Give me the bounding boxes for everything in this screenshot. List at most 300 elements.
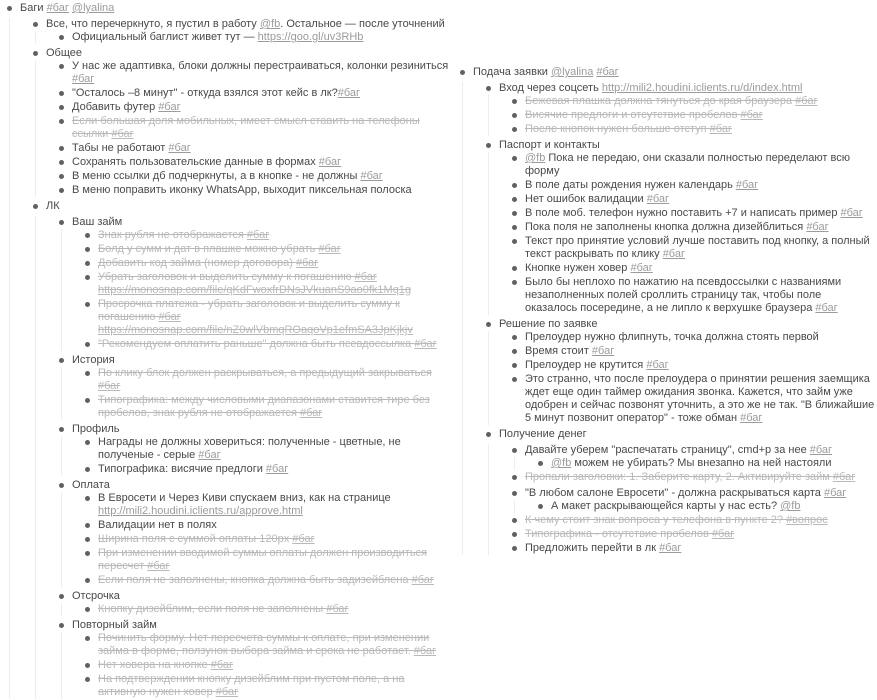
- outline-item: [81, 229, 455, 242]
- tag-link[interactable]: #баг: [210, 659, 234, 671]
- bullet-icon[interactable]: [512, 266, 517, 271]
- text-segment: Официальный баглист живет тут —: [72, 31, 258, 43]
- outline-item: [508, 193, 876, 206]
- tag-link[interactable]: #баг: [662, 248, 685, 260]
- item-text[interactable]: [525, 359, 669, 371]
- text-segment: А макет раскрывающейся карты у нас есть?: [551, 500, 781, 512]
- outline-item-row: [508, 235, 876, 261]
- bullet-icon[interactable]: [33, 204, 38, 209]
- outline-children: [514, 457, 876, 470]
- url-link[interactable]: http://mili2.houdini.iclients.ru/d/index.html: [601, 82, 803, 94]
- item-text[interactable]: [72, 31, 363, 43]
- item-text[interactable]: [98, 257, 318, 269]
- outline-item: [81, 338, 455, 351]
- text-segment: Подача заявки: [473, 66, 551, 78]
- outline-item-row: [81, 436, 455, 462]
- text-segment: "Рекомендуем оплатить раньше" должна быть псевдоссылка: [98, 338, 415, 350]
- bullet-icon[interactable]: [512, 113, 517, 118]
- outline-item: [508, 262, 876, 275]
- outline-item: [55, 101, 455, 114]
- text-segment: Если поля не заполнены, кнопка должна быть задизейблена: [98, 574, 412, 586]
- item-text[interactable]: [46, 47, 82, 59]
- outline-item: [81, 463, 455, 476]
- outline-item: [508, 207, 876, 220]
- text-segment: Прелоудер не крутится: [525, 359, 647, 371]
- bullet-icon[interactable]: [512, 475, 517, 480]
- outline-item: [3, 2, 455, 699]
- bullet-icon[interactable]: [85, 636, 90, 641]
- outline-item: [81, 519, 455, 532]
- bullet-icon[interactable]: [538, 504, 543, 509]
- outline-item-row: [456, 66, 876, 79]
- outline-item-row: [29, 47, 455, 60]
- outline-item: [508, 331, 876, 344]
- outline-item-row: [508, 487, 876, 500]
- item-text[interactable]: [525, 179, 758, 191]
- item-text[interactable]: [72, 170, 383, 182]
- bullet-icon[interactable]: [59, 146, 64, 151]
- bullet-icon[interactable]: [85, 247, 90, 252]
- tag-link[interactable]: #баг: [326, 603, 349, 615]
- tag-link[interactable]: #баг: [823, 487, 847, 499]
- tag-link[interactable]: #баг: [98, 380, 121, 392]
- item-text[interactable]: [551, 500, 800, 512]
- tag-link[interactable]: #баг: [646, 359, 669, 371]
- tag-link[interactable]: #баг: [265, 463, 289, 475]
- text-segment: При изменении вводимой суммы оплаты должен производиться пересчет: [98, 547, 428, 572]
- item-text[interactable]: [72, 590, 120, 602]
- outline-item: [508, 221, 876, 234]
- bullet-icon[interactable]: [59, 35, 64, 40]
- text-segment: После кнопок нужен больше отступ: [525, 123, 710, 135]
- bullet-icon[interactable]: [85, 275, 90, 280]
- bullet-icon[interactable]: [512, 363, 517, 368]
- bullet-icon[interactable]: [85, 261, 90, 266]
- item-text[interactable]: [72, 87, 360, 99]
- text-segment: "Осталось –8 минут" - откуда взялся этот кейс в лк?: [72, 87, 338, 99]
- bullet-icon[interactable]: [59, 358, 64, 363]
- tag-link[interactable]: #баг: [46, 2, 69, 14]
- outline-item-row: [508, 345, 876, 358]
- text-segment: Висячие предлоги и отсутствие пробелов: [525, 109, 741, 121]
- tag-link[interactable]: #баг: [832, 471, 856, 483]
- tag-link[interactable]: #баг: [630, 262, 653, 274]
- outline-item: [508, 345, 876, 358]
- tag-link[interactable]: #баг: [596, 66, 619, 78]
- bullet-icon[interactable]: [85, 677, 90, 682]
- bullet-icon[interactable]: [85, 467, 90, 472]
- text-segment: Убрать заголовок и выделить сумму к погашению: [98, 271, 355, 283]
- outline-children: [488, 152, 876, 315]
- outline-item-row: [55, 31, 455, 44]
- outline-item-row: [482, 82, 876, 95]
- outline-item: [508, 542, 876, 555]
- text-segment: Оплата: [72, 479, 110, 491]
- bullet-icon[interactable]: [512, 448, 517, 453]
- outline-item-row: [508, 471, 876, 484]
- tag-link[interactable]: #баг: [292, 533, 315, 545]
- bullet-icon[interactable]: [486, 432, 491, 437]
- tag-link[interactable]: #баг: [295, 257, 319, 269]
- outline-column-left: [3, 2, 455, 700]
- item-text[interactable]: [525, 331, 819, 343]
- text-segment: Баги: [20, 2, 47, 14]
- text-segment: Ваш займ: [72, 216, 123, 228]
- bullet-icon[interactable]: [512, 99, 517, 104]
- item-text[interactable]: [98, 436, 401, 461]
- item-text[interactable]: [72, 423, 120, 435]
- tag-link[interactable]: #баг: [740, 412, 763, 424]
- outline-item-row: [482, 318, 876, 331]
- tag-link[interactable]: #баг: [709, 123, 732, 135]
- text-segment: Текст про принятие условий лучше поставить под кнопку, а полный текст раскрывать по клику: [525, 235, 870, 260]
- tag-link[interactable]: #баг: [815, 302, 838, 314]
- item-text[interactable]: [72, 142, 191, 154]
- outline-children: [61, 492, 455, 587]
- item-text[interactable]: [72, 354, 115, 366]
- bullet-icon[interactable]: [85, 537, 90, 542]
- bullet-icon[interactable]: [7, 6, 12, 11]
- text-segment: Типографика: висячие предлоги: [98, 463, 266, 475]
- bullet-icon[interactable]: [85, 233, 90, 238]
- item-text[interactable]: [72, 101, 181, 113]
- item-text[interactable]: [98, 243, 341, 255]
- item-text[interactable]: [98, 271, 411, 296]
- outline-children: [61, 436, 455, 476]
- outline-item-row: [81, 229, 455, 242]
- bullet-icon[interactable]: [85, 302, 90, 307]
- bullet-icon[interactable]: [59, 427, 64, 432]
- bullet-icon[interactable]: [460, 70, 465, 75]
- item-text[interactable]: [98, 574, 434, 586]
- bullet-icon[interactable]: [59, 91, 64, 96]
- outline-item-row: [55, 184, 455, 197]
- bullet-icon[interactable]: [85, 578, 90, 583]
- item-text[interactable]: [525, 373, 874, 424]
- item-text[interactable]: [72, 115, 420, 140]
- outline-item-row: [508, 373, 876, 425]
- text-segment: Было бы неплохо по нажатию на псевдоссылки с названиями незаполненных полей сроллить страницу так, чтобы поле оказалось посередине, а не липло к верхушке браузера: [525, 276, 842, 314]
- bullet-icon[interactable]: [85, 440, 90, 445]
- outline-item-row: [29, 200, 455, 213]
- item-text[interactable]: [525, 152, 850, 177]
- outline-item-row: [55, 354, 455, 367]
- item-text[interactable]: [72, 184, 412, 196]
- bullet-icon[interactable]: [59, 119, 64, 124]
- text-segment: Вход через соцсеть: [499, 82, 602, 94]
- outline-item: [81, 659, 455, 672]
- url-link[interactable]: http://mili2.houdini.iclients.ru/approve.html: [98, 505, 303, 517]
- bullet-icon[interactable]: [85, 398, 90, 403]
- bullet-icon[interactable]: [538, 461, 543, 466]
- outline-item-row: [508, 95, 876, 108]
- bullet-icon[interactable]: [85, 342, 90, 347]
- item-text[interactable]: [72, 619, 157, 631]
- item-text[interactable]: [525, 471, 855, 483]
- item-text[interactable]: [98, 338, 437, 350]
- text-segment: История: [72, 354, 115, 366]
- bullet-icon[interactable]: [512, 239, 517, 244]
- bullet-icon[interactable]: [59, 64, 64, 69]
- bullet-icon[interactable]: [512, 518, 517, 523]
- outline-item-row: [3, 2, 455, 15]
- tag-link[interactable]: #баг: [318, 243, 341, 255]
- bullet-icon[interactable]: [512, 335, 517, 340]
- outline-item: [81, 533, 455, 546]
- item-text[interactable]: [72, 479, 110, 491]
- text-segment: Сохранять пользовательские данные в формах: [72, 156, 319, 168]
- item-text[interactable]: [72, 60, 448, 85]
- item-text[interactable]: [525, 528, 734, 540]
- item-text[interactable]: [525, 487, 846, 499]
- outline-item: [55, 216, 455, 351]
- item-text[interactable]: [72, 156, 341, 168]
- tag-link[interactable]: #баг: [318, 156, 342, 168]
- item-text[interactable]: [98, 519, 217, 531]
- outline-item: [81, 492, 455, 518]
- bullet-icon[interactable]: [512, 183, 517, 188]
- mention-link[interactable]: @lyalina: [550, 66, 594, 78]
- outline-item: [81, 673, 455, 699]
- outline-item-row: [508, 152, 876, 178]
- outline-item-row: [508, 193, 876, 206]
- text-segment: Если большая доля мобильных, имеет смысл ставить на телефоны ссылки: [72, 115, 420, 140]
- outline-item-row: [508, 359, 876, 372]
- tag-link[interactable]: #вопрос: [786, 514, 828, 526]
- bullet-icon[interactable]: [59, 594, 64, 599]
- item-text[interactable]: [72, 216, 122, 228]
- url-link[interactable]: https://monosnap.com/file/nZ0wlVbmqROaqoVp1efmSA3JpKjkjv: [98, 324, 413, 336]
- item-text[interactable]: [98, 492, 391, 517]
- item-text[interactable]: [98, 394, 430, 419]
- bullet-icon[interactable]: [85, 523, 90, 528]
- item-text[interactable]: [525, 207, 863, 219]
- outline-item-row: [81, 367, 455, 393]
- bullet-icon[interactable]: [59, 174, 64, 179]
- outline-item: [508, 528, 876, 541]
- text-segment: Отсрочка: [72, 590, 120, 602]
- mention-link[interactable]: @fb: [780, 500, 801, 512]
- bullet-icon[interactable]: [512, 349, 517, 354]
- bullet-icon[interactable]: [512, 532, 517, 537]
- bullet-icon[interactable]: [85, 496, 90, 501]
- url-link[interactable]: https://goo.gl/uv3RHb: [257, 31, 364, 43]
- outline-item-row: [55, 142, 455, 155]
- outline-item-row: [534, 500, 876, 513]
- bullet-icon[interactable]: [512, 280, 517, 285]
- outline-item: [482, 428, 876, 555]
- item-text[interactable]: [525, 542, 681, 554]
- outline-item-row: [81, 533, 455, 546]
- item-text[interactable]: [98, 298, 413, 336]
- tag-link[interactable]: #баг: [659, 542, 682, 554]
- outline-item-row: [55, 619, 455, 632]
- item-text[interactable]: [499, 428, 587, 440]
- text-segment: Типографика: между числовыми диапазонами ставится тире без пробелов, знак рубля не отображается: [98, 394, 430, 419]
- item-text[interactable]: [525, 235, 870, 260]
- item-text[interactable]: [98, 547, 427, 572]
- item-text[interactable]: [98, 463, 288, 475]
- tag-link[interactable]: #баг: [413, 645, 437, 657]
- outline-item: [508, 179, 876, 192]
- tag-link[interactable]: #баг: [735, 179, 759, 191]
- outline-item-row: [508, 179, 876, 192]
- item-text[interactable]: [46, 200, 60, 212]
- text-segment: Нет ховера на кнопке: [98, 659, 211, 671]
- outline-item: [55, 619, 455, 699]
- tag-link[interactable]: #баг: [246, 229, 270, 241]
- text-segment: Знак рубля не отображается: [98, 229, 247, 241]
- mention-link[interactable]: @fb: [259, 18, 281, 30]
- outline-item: [81, 243, 455, 256]
- bullet-icon[interactable]: [33, 51, 38, 56]
- bullet-icon[interactable]: [512, 156, 517, 161]
- bullet-icon[interactable]: [512, 127, 517, 132]
- bullet-icon[interactable]: [59, 220, 64, 225]
- tag-link[interactable]: #баг: [198, 449, 221, 461]
- bullet-icon[interactable]: [59, 483, 64, 488]
- mention-link[interactable]: @fb: [525, 152, 546, 164]
- bullet-icon[interactable]: [59, 105, 64, 110]
- outline-item: [534, 500, 876, 513]
- outline-item-row: [55, 170, 455, 183]
- outline-item-row: [81, 271, 455, 297]
- bullet-icon[interactable]: [486, 143, 491, 148]
- text-segment: Время стоит: [525, 345, 592, 357]
- tag-link[interactable]: #баг: [795, 95, 818, 107]
- item-text[interactable]: [499, 82, 802, 94]
- tag-link[interactable]: #баг: [806, 221, 829, 233]
- outline-item-row: [81, 394, 455, 420]
- tag-link[interactable]: #баг: [337, 87, 361, 99]
- tag-link[interactable]: #баг: [411, 574, 434, 586]
- tag-link[interactable]: #баг: [215, 686, 239, 698]
- item-text[interactable]: [551, 457, 831, 469]
- bullet-icon[interactable]: [85, 551, 90, 556]
- item-text[interactable]: [525, 109, 763, 121]
- bullet-icon[interactable]: [512, 225, 517, 230]
- outline-item-row: [508, 514, 876, 527]
- bullet-icon[interactable]: [33, 22, 38, 27]
- tag-link[interactable]: #баг: [591, 345, 615, 357]
- tag-link[interactable]: #баг: [646, 193, 670, 205]
- text-segment: Нет ошибок валидации: [525, 193, 647, 205]
- outline-item: [456, 66, 876, 555]
- tag-link[interactable]: #баг: [168, 142, 191, 154]
- item-text[interactable]: [46, 18, 445, 30]
- item-text[interactable]: [525, 221, 829, 233]
- outline-item-row: [55, 590, 455, 603]
- tag-link[interactable]: #баг: [740, 109, 763, 121]
- item-text[interactable]: [525, 444, 832, 456]
- outline-item-row: [81, 298, 455, 337]
- outline-item-row: [508, 528, 876, 541]
- outline-item-row: [81, 574, 455, 587]
- tag-link[interactable]: #баг: [809, 444, 833, 456]
- outline-children: [61, 367, 455, 420]
- tag-link[interactable]: #баг: [158, 101, 181, 113]
- outline-item-row: [81, 603, 455, 616]
- outline-item: [55, 156, 455, 169]
- mention-link[interactable]: @fb: [551, 457, 572, 469]
- item-text[interactable]: [20, 2, 114, 14]
- item-text[interactable]: [499, 139, 600, 151]
- item-text[interactable]: [499, 318, 597, 330]
- bullet-icon[interactable]: [59, 623, 64, 628]
- item-text[interactable]: [525, 514, 828, 526]
- text-segment: Кнопку дизейблим, если поля не заполнены: [98, 603, 327, 615]
- item-text[interactable]: [98, 659, 233, 671]
- bullet-icon[interactable]: [512, 546, 517, 551]
- tag-link[interactable]: #баг: [158, 311, 181, 323]
- tag-link[interactable]: #баг: [414, 338, 437, 350]
- item-text[interactable]: [98, 673, 404, 698]
- bullet-icon[interactable]: [486, 86, 491, 91]
- tag-link[interactable]: #баг: [360, 170, 383, 182]
- outline-item: [55, 479, 455, 587]
- outline-item: [508, 487, 876, 513]
- tag-link[interactable]: #баг: [111, 128, 134, 140]
- outline-item: [55, 354, 455, 420]
- text-segment: ЛК: [46, 200, 60, 212]
- outline-item: [508, 95, 876, 108]
- outline-item: [55, 87, 455, 100]
- item-text[interactable]: [525, 345, 614, 357]
- outline-item: [508, 152, 876, 178]
- url-link[interactable]: https://monosnap.com/file/qKdFwoxfrDNsJVkuanS9ao0fk1Mq1g: [98, 284, 412, 296]
- item-text[interactable]: [525, 95, 817, 107]
- bullet-icon[interactable]: [85, 607, 90, 612]
- outline-item-row: [55, 156, 455, 169]
- item-text[interactable]: [473, 66, 619, 78]
- bullet-icon[interactable]: [512, 211, 517, 216]
- item-text[interactable]: [98, 367, 432, 392]
- tag-link[interactable]: #баг: [711, 528, 735, 540]
- mention-link[interactable]: @lyalina: [71, 2, 115, 14]
- item-text[interactable]: [98, 533, 315, 545]
- outline-item: [534, 457, 876, 470]
- item-text[interactable]: [98, 603, 349, 615]
- bullet-icon[interactable]: [85, 371, 90, 376]
- tag-link[interactable]: #баг: [354, 271, 377, 283]
- text-segment: Добавить футер: [72, 101, 159, 113]
- tag-link[interactable]: #баг: [72, 73, 95, 85]
- tag-link[interactable]: #баг: [147, 560, 170, 572]
- outline-item-row: [508, 207, 876, 220]
- item-text[interactable]: [525, 262, 653, 274]
- outline-item: [482, 139, 876, 315]
- item-text[interactable]: [525, 123, 732, 135]
- outline-item-row: [55, 87, 455, 100]
- outline-item: [55, 31, 455, 44]
- bullet-icon[interactable]: [512, 377, 517, 382]
- item-text[interactable]: [525, 276, 841, 314]
- outline-item-row: [81, 257, 455, 270]
- item-text[interactable]: [525, 193, 669, 205]
- outline-children: [462, 82, 876, 555]
- item-text[interactable]: [98, 229, 269, 241]
- bullet-icon[interactable]: [59, 160, 64, 165]
- outline-children: [488, 444, 876, 555]
- outline-column-right: [456, 66, 876, 556]
- tag-link[interactable]: #баг: [300, 407, 323, 419]
- bullet-icon[interactable]: [59, 188, 64, 193]
- bullet-icon[interactable]: [512, 197, 517, 202]
- bullet-icon[interactable]: [486, 322, 491, 327]
- tag-link[interactable]: #баг: [840, 207, 863, 219]
- bullet-icon[interactable]: [512, 491, 517, 496]
- bullet-icon[interactable]: [85, 663, 90, 668]
